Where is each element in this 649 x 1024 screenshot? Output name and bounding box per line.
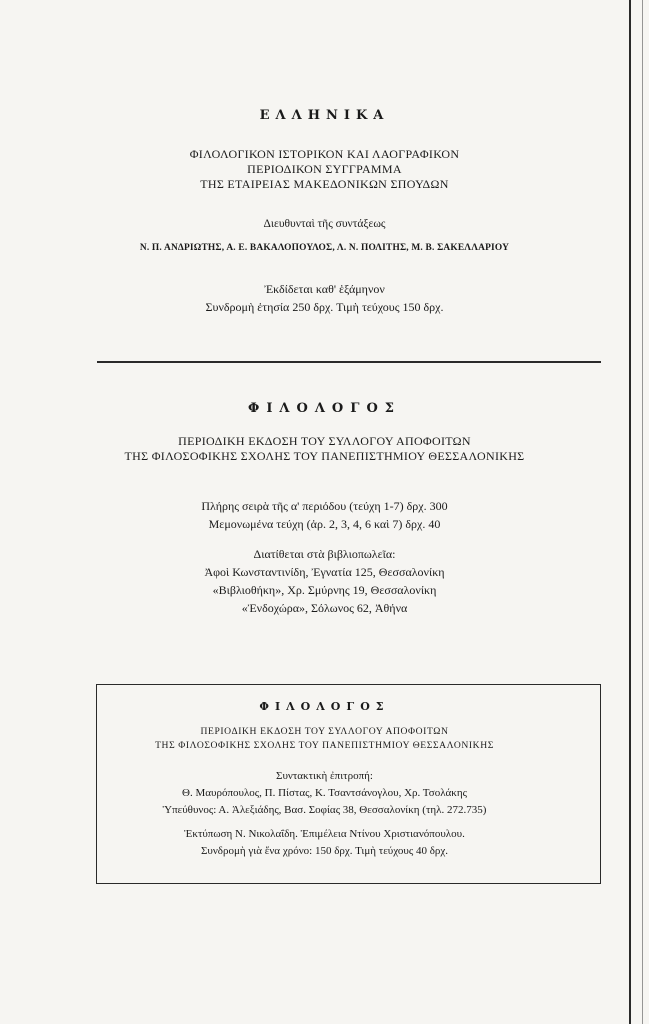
- filologos-stores: [0, 545, 649, 617]
- box-subscription: Συνδρομὴ γιὰ ἕνα χρόνο: 150 δρχ. Τιμὴ τεύχους 40 δρχ.: [200, 845, 449, 857]
- series-line: Μεμονωμένα τεύχη (ἀρ. 2, 3, 4, 6 καὶ 7) δρχ. 40: [208, 517, 441, 531]
- box-subtitle-line: ΠΕΡΙΟΔΙΚΗ ΕΚΔΟΣΗ ΤΟΥ ΣΥΛΛΟΓΟΥ ΑΠΟΦΟΙΤΩΝ: [200, 726, 449, 737]
- filologos-series: [0, 497, 649, 533]
- box-printing: [0, 826, 649, 860]
- hellenika-title: ΕΛΛΗΝΙΚΑ: [259, 108, 390, 123]
- store-line: «Ἐνδοχώρα», Σόλωνος 62, Ἀθήνα: [241, 601, 408, 615]
- box-title: ΦΙΛΟΛΟΓΟΣ: [259, 700, 390, 713]
- section-divider: [97, 361, 601, 363]
- filologos-title: ΦΙΛΟΛΟΓΟΣ: [248, 401, 401, 416]
- committee-label: Συντακτικὴ ἐπιτροπή:: [276, 770, 373, 782]
- hellenika-frequency: Ἐκδίδεται καθ' ἑξάμηνον: [264, 282, 385, 296]
- hellenika-subtitle: [0, 147, 649, 192]
- series-line: Πλήρης σειρὰ τῆς α' περιόδου (τεύχη 1-7) δρχ. 300: [201, 499, 448, 513]
- filologos-subtitle: [0, 434, 649, 464]
- store-line: Ἀφοὶ Κωνσταντινίδη, Ἐγνατία 125, Θεσσαλονίκη: [204, 565, 445, 579]
- hellenika-directors: Ν. Π. ΑΝΔΡΙΩΤΗΣ, Α. Ε. ΒΑΚΑΛΟΠΟΥΛΟΣ, Λ. Ν. ΠΟΛΙΤΗΣ, Μ. Β. ΣΑΚΕΛΛΑΡΙΟΥ: [139, 243, 510, 253]
- committee-members: Θ. Μαυρόπουλος, Π. Πίστας, Κ. Τσαντσάνογλου, Χρ. Τσολάκης: [182, 787, 467, 799]
- box-subtitle: [0, 725, 649, 753]
- hellenika-subtitle-line: ΤΗΣ ΕΤΑΙΡΕΙΑΣ ΜΑΚΕΔΟΝΙΚΩΝ ΣΠΟΥΔΩΝ: [200, 177, 449, 191]
- hellenika-subtitle-line: ΦΙΛΟΛΟΓΙΚΟΝ ΙΣΤΟΡΙΚΟΝ ΚΑΙ ΛΑΟΓΡΑΦΙΚΟΝ: [189, 147, 460, 161]
- available-label: Διατίθεται στὰ βιβλιοπωλεῖα:: [253, 547, 396, 561]
- hellenika-subtitle-line: ΠΕΡΙΟΔΙΚΟΝ ΣΥΓΓΡΑΜΜΑ: [247, 162, 402, 176]
- filologos-subtitle-line: ΤΗΣ ΦΙΛΟΣΟΦΙΚΗΣ ΣΧΟΛΗΣ ΤΟΥ ΠΑΝΕΠΙΣΤΗΜΙΟΥ ΘΕΣΣΑΛΟΝΙΚΗΣ: [124, 449, 525, 463]
- store-line: «Βιβλιοθήκη», Χρ. Σμύρνης 19, Θεσσαλονίκη: [212, 583, 437, 597]
- box-committee: [0, 768, 649, 819]
- filologos-subtitle-line: ΠΕΡΙΟΔΙΚΗ ΕΚΔΟΣΗ ΤΟΥ ΣΥΛΛΟΓΟΥ ΑΠΟΦΟΙΤΩΝ: [178, 434, 471, 448]
- hellenika-directed-by: Διευθυνταὶ τῆς συντάξεως: [263, 218, 386, 230]
- box-subtitle-line: ΤΗΣ ΦΙΛΟΣΟΦΙΚΗΣ ΣΧΟΛΗΣ ΤΟΥ ΠΑΝΕΠΙΣΤΗΜΙΟΥ ΘΕΣΣΑΛΟΝΙΚΗΣ: [155, 740, 494, 751]
- printing-line: Ἐκτύπωση Ν. Νικολαΐδη. Ἐπιμέλεια Ντίνου Χριστιανόπουλου.: [184, 828, 465, 840]
- responsible-editor: Ὑπεύθυνος: Α. Ἀλεξιάδης, Βασ. Σοφίας 38, Θεσσαλονίκη (τηλ. 272.735): [162, 804, 487, 816]
- hellenika-subscription: Συνδρομὴ ἐτησία 250 δρχ. Τιμὴ τεύχους 150 δρχ.: [205, 300, 444, 314]
